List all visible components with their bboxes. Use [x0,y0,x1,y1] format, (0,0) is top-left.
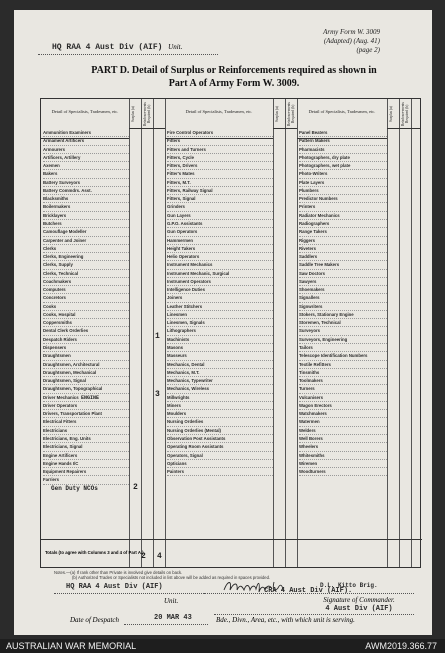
trade-col1-item: Bricklayers [43,212,129,220]
form-ref-line: (page 2) [356,46,380,54]
trade-col1-item: Engine Artificers [43,452,129,460]
trade-col1-item: Driver Operators [43,402,129,410]
footer-unit-label: Unit. [164,597,179,605]
trade-col2-item: Height Takers [167,245,273,253]
trade-col2-item: Helio Operators [167,253,273,261]
trade-col3-item: Radiographers [299,220,387,228]
trade-col3-item: Predictor Numbers [299,195,387,203]
trade-col3-item: Saddlers [299,253,387,261]
trade-col2-item: Moulders [167,410,273,418]
part-d-title: PART D. Detail of Surplus or Reinforcements required as shown in [91,65,377,76]
trade-col1-item: Driver Mechanics [43,394,129,402]
blank-header-end [411,99,421,129]
trade-col2-item: Fitters, M.T. [167,179,273,187]
date-of-despatch-label: Date of Despatch [70,616,119,624]
commander-unit: 4 Aust Div (AIF) [325,605,393,613]
trade-col3-item: Storemen, Technical [299,319,387,327]
trade-col2-item: Gun Layers [167,212,273,220]
trade-col1-item: Draughtsmen, Architectural [43,361,129,369]
signature-block [304,596,414,614]
trade-col3-item: Watchmakers [299,410,387,418]
trade-col1-item: Draughtsmen, Topographical [43,385,129,393]
trade-col2-item: G.P.O. Assistants [167,220,273,228]
bde-line [214,614,414,615]
trade-col1-item: Coppersmiths [43,319,129,327]
trade-col1-item: Drivers, Transportation Plant [43,410,129,418]
form-reference [323,28,380,55]
trade-col3-item: Panel Beaters [299,129,387,137]
signature-name: D.L. Kitto Brig. [320,582,378,589]
date-of-despatch-value: 20 MAR 43 [154,614,192,622]
trade-col2-item: Fire Control Operators [167,129,273,137]
trade-col2-item: Nursing Orderlies [167,418,273,426]
trade-col2-item: Mechanics, Typewriter [167,377,273,385]
gen-duty-ncos-label: Gen Duty NCOs [51,485,98,492]
specialists-table [40,98,421,568]
trade-col1-item: Dispensers [43,344,129,352]
trade-col1-item: Butchers [43,220,129,228]
column-divider [129,99,141,567]
totals-label: Totals (to agree with Columns 3 and 4 of Part A.) [45,550,144,555]
driver-mechanics-overtype: ENGINE [81,395,100,401]
trade-col2-item: Grinders [167,203,273,211]
form-ref-line: Army Form W. 3009 [323,28,380,36]
trade-col2-item: Fitters, Railway Signal [167,187,273,195]
trade-col2-item: Fitters and Turners [167,146,273,154]
trade-col3-item: Signwriters [299,303,387,311]
note-a: Notes.—(a) If rank other than Private is involved give details on back. [54,570,183,575]
detail-header-2: Detail of Specialists, Tradesmen, etc. [165,99,273,139]
trade-col3-item: Vulcanisers [299,394,387,402]
trade-col1-item: Cooks, Hospital [43,311,129,319]
trade-col2-item: Fitters, Signal [167,195,273,203]
trade-col3-item: Stokers, Stationary Engine [299,311,387,319]
bde-label: Bde., Divn., Area, etc., with which unit is serving. [216,616,355,624]
detail-header-1: Detail of Specialists, Tradesmen, etc. [41,99,129,139]
trade-col1-item: Dental Clerk Orderlies [43,327,129,335]
form-sheet [14,10,432,635]
trade-col3-item: Wheelers [299,443,387,451]
trade-col1-item: Bakers [43,170,129,178]
trade-col3-item: Riveters [299,245,387,253]
trade-col3-item: Welders [299,427,387,435]
trade-col2-item: Lithographers [167,327,273,335]
trade-col1-item: Clerks, Supply [43,261,129,269]
trade-col3-item: Toolmakers [299,377,387,385]
trade-col1-item: Despatch Riders [43,336,129,344]
trade-col1-item: Clerks, Engineering [43,253,129,261]
trade-col3-item: Saw Doctors [299,270,387,278]
trade-col3-item: Range Takers [299,228,387,236]
trade-col3-item: Saddle Tree Makers [299,261,387,269]
trade-col1-item: Clerks [43,245,129,253]
trade-col3-item: Telescope Identification Numbers [299,352,387,360]
archive-name: AUSTRALIAN WAR MEMORIAL [6,641,137,651]
trade-col3-item: Pharmacists [299,146,387,154]
trade-col3-item: Photographers, dry plate [299,154,387,162]
trade-col1-item: Concretors [43,294,129,302]
trade-col3-item: Sawyers [299,278,387,286]
trade-col3-item: Plate Layers [299,179,387,187]
trade-col1-item: Electricians, Eng. Units [43,435,129,443]
trade-col3-item: Riggers [299,237,387,245]
trade-col3-item: Turners [299,385,387,393]
signature-label: Signature of Commander. [323,596,395,604]
trade-col2-item: Painters [167,468,273,476]
trade-col1-item: Farriers [43,476,129,484]
trade-col3-item: Whitesmiths [299,452,387,460]
trade-col2-item: Observation Post Assistants [167,435,273,443]
trade-col3-item: Tinsmiths [299,369,387,377]
trade-col1-item: Electricians [43,427,129,435]
trade-col2-item: Hammermen [167,237,273,245]
millwrights-required: 3 [155,390,160,399]
required-label: Reinforce-ments Required (b) [287,102,295,126]
trade-col2-item: Masons [167,344,273,352]
trade-col1-item: Boilermakers [43,203,129,211]
despatch-riders-required: 1 [155,332,160,341]
trade-col2-item: Mechanics, Wireless [167,385,273,393]
trade-col2-item: Mechanics, Dental [167,361,273,369]
trade-col1-item: Battery Surveyors [43,179,129,187]
trade-col1-item: Cooks [43,303,129,311]
trade-col2-item: Leather Stitchers [167,303,273,311]
trade-col2-item: Instrument Mechanics [167,261,273,269]
date-line [124,624,208,625]
trade-col1-item: Axemen [43,162,129,170]
blank-header [153,99,165,129]
trade-col3-item: Pattern Makers [299,137,387,145]
note-b: (b) Authorized Trades or Specialists not included in list above will be added as required in spaces provided. [72,575,271,580]
trade-col3-item: Textile Refitters [299,361,387,369]
trade-col3-item: Wagon Erectors [299,402,387,410]
trade-col1-item: Computers [43,286,129,294]
trade-col1-item: Armourers [43,146,129,154]
trade-col1-item: Battery Commdrs. Asst. [43,187,129,195]
required-label: Reinforce-ments Required (b) [143,102,151,126]
trade-col1-item: Armament Artificers [43,137,129,145]
column-divider [399,99,411,567]
trade-col3-item: Shoemakers [299,286,387,294]
trade-col3-item: Photographers, wet plate [299,162,387,170]
trade-col1-item: Blacksmiths [43,195,129,203]
detail-header-3: Detail of Specialists, Tradesmen, etc. [297,99,387,139]
trade-col2-item: Machinists [167,336,273,344]
trade-col1-item: Ammunition Examiners [43,129,129,137]
trade-col1-item: Carpenter and Joiner [43,237,129,245]
trade-col2-item: Intelligence Duties [167,286,273,294]
unit-label: Unit. [168,43,183,51]
footer-unit-line [54,593,204,594]
trade-col3-item: Signallers [299,294,387,302]
form-ref-line: (Adapted) (Aug. 41) [323,37,380,45]
signature-line [204,593,414,594]
trade-col3-item: Woodturners [299,468,387,476]
trade-col1-item: Artificers, Artillery [43,154,129,162]
trade-col1-item: Electrical Fitters [43,418,129,426]
trade-col2-item: Linesmen [167,311,273,319]
column-divider [165,99,166,567]
trade-col1-item: Coachmakers [43,278,129,286]
trade-col2-item: Instrument Mechanic, Surgical [167,270,273,278]
trade-col2-item: Operating Room Assistants [167,443,273,451]
trade-col3-item: Radiator Mechanics [299,212,387,220]
trade-col2-item: Miners [167,402,273,410]
trade-col2-item: Millwrights [167,394,273,402]
trade-col1-item: Electricians, Signal [43,443,129,451]
trade-col1-item: Draughtsmen, Mechanical [43,369,129,377]
trade-col1-item: Draughtsmen, Signal [43,377,129,385]
signature-unit: CRA 4 Aust Div (AIF). [264,587,353,595]
trade-col1-item: Camouflage Modeller [43,228,129,236]
required-label: Reinforce-ments Required (b) [401,102,409,126]
surplus-label: Surplus (a) [389,106,393,122]
totals-row [41,539,422,569]
trade-col2-item: Opticians [167,460,273,468]
trade-col2-item: Fitters, Cycle [167,154,273,162]
trade-col1-item: Clerks, Technical [43,270,129,278]
column-divider [387,99,399,567]
surplus-label: Surplus (a) [275,106,279,122]
trade-col2-item: Gun Operators [167,228,273,236]
trade-col2-item: Fitters [167,137,273,145]
archive-caption-bar [0,639,445,653]
trade-col1-item: Equipment Repairers [43,468,129,476]
trade-col3-item: Tailors [299,344,387,352]
column-divider [285,99,297,567]
unit-dotted-line [38,54,218,55]
trade-col2-item: Fitter's Mates [167,170,273,178]
trade-col3-item: Plumbers [299,187,387,195]
trade-col2-item: Nursing Orderlies (Mental) [167,427,273,435]
column-divider [411,99,412,567]
trade-col3-item: Well Borers [299,435,387,443]
total-surplus: 2 [141,552,146,561]
part-d-subtitle: Part A of Army Form W. 3009. [168,78,300,89]
trade-col1-item: Draughtsmen [43,352,129,360]
trade-col2-item: Masseurs [167,352,273,360]
trade-col3-item: Surveyors, Engineering [299,336,387,344]
trade-col2-item: Instrument Operators [167,278,273,286]
trade-col2-item: Mechanics, M.T. [167,369,273,377]
trade-col2-item: Fitters, Drivers [167,162,273,170]
trade-col3-item: Wiremen [299,460,387,468]
unit-line-top [52,43,182,52]
unit-value: HQ RAA 4 Aust Div (AIF) [52,43,163,52]
trade-col3-item: Watermen [299,418,387,426]
trade-col2-item: Linesmen, Signals [167,319,273,327]
trade-col3-item: Photo-Writers [299,170,387,178]
column-divider [273,99,285,567]
gen-duty-ncos-surplus: 2 [133,483,138,492]
trade-col3-item: Surveyors [299,327,387,335]
archive-reference: AWM2019.366.77 [365,641,437,651]
trade-col2-item: Operators, Signal [167,452,273,460]
trade-col1-item: Engine Hands I/C [43,460,129,468]
footer-unit-value: HQ RAA 4 Aust Div (AIF) [66,583,163,591]
total-required: 4 [157,552,162,561]
trade-col3-item: Printers [299,203,387,211]
surplus-label: Surplus (a) [131,106,135,122]
column-divider [297,99,298,567]
column-divider [141,99,153,567]
trade-col2-item: Joiners [167,294,273,302]
